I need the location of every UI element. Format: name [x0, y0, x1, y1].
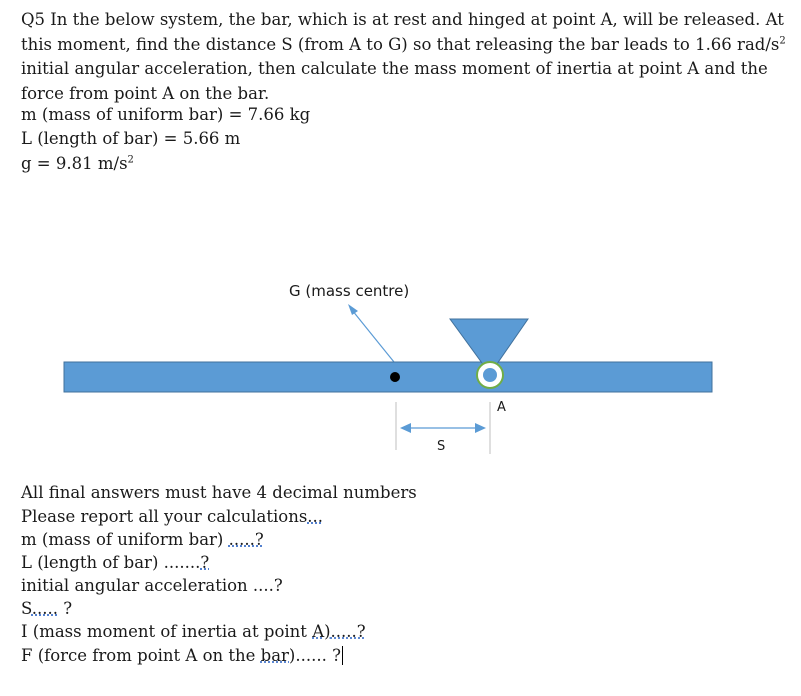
- answer-mass: [21, 529, 264, 551]
- given-mass: m (mass of uniform bar) = 7.66 kg: [21, 105, 311, 124]
- question-text: [21, 8, 796, 106]
- answer-length: [21, 552, 209, 574]
- given-length: L (length of bar) = 5.66 m: [21, 129, 241, 148]
- given-gravity-exponent: 2: [127, 154, 134, 166]
- answer-s-blank: .....: [31, 599, 58, 618]
- mass-centre-leader-line: [352, 310, 394, 362]
- point-a-label: A: [497, 400, 506, 415]
- dimension-arrow-left: [400, 423, 411, 433]
- question-body-cont: initial angular acceleration, then calculate the mass moment of inertia at point A and the force from point A on the bar.: [21, 59, 768, 103]
- distance-s-label: S: [437, 439, 446, 454]
- answer-s-question: ?: [57, 599, 73, 618]
- answer-force-label: F (force from point A on the: [21, 646, 261, 665]
- answer-mass-blank: .....?: [228, 530, 264, 549]
- answer-angular-acceleration: initial angular acceleration ....?: [21, 576, 283, 595]
- question-body: Q5 In the below system, the bar, which is at rest and hinged at point A, will be released. At this moment, find the distance S (from A to G) so that releasing the bar leads to 1.66 rad/s: [21, 10, 784, 54]
- dimension-arrow-right: [475, 423, 486, 433]
- answer-mass-label: m (mass of uniform bar): [21, 530, 229, 549]
- bar-diagram: [0, 270, 801, 460]
- answer-distance-s: [21, 598, 72, 620]
- pin-icon: [483, 368, 497, 382]
- answer-inertia-point: A): [312, 622, 331, 641]
- answer-inertia-blank: .....?: [330, 622, 366, 641]
- answer-s-label: S: [21, 599, 32, 618]
- instruction-decimals: All final answers must have 4 decimal numbers: [21, 483, 417, 502]
- given-gravity: [21, 153, 134, 175]
- mass-centre-dot: [390, 372, 400, 382]
- question-exponent: 2: [779, 35, 786, 46]
- answer-force-bar: bar): [260, 646, 296, 665]
- instruction-calculations: [21, 506, 323, 528]
- answer-force-blank: ......: [295, 646, 327, 665]
- answer-force-question: ?: [332, 646, 341, 665]
- given-gravity-text: g = 9.81 m/s: [21, 154, 128, 173]
- answer-inertia-label: I (mass moment of inertia at point: [21, 622, 313, 641]
- answer-length-blank: ?: [200, 553, 210, 572]
- instruction-calculations-dots: ...: [307, 507, 324, 526]
- answer-inertia: [21, 621, 366, 643]
- mass-centre-label: G (mass centre): [289, 282, 410, 300]
- mass-centre-arrowhead: [348, 304, 358, 315]
- answer-force: [21, 645, 343, 667]
- instruction-calculations-text: Please report all your calculations: [21, 507, 308, 526]
- uniform-bar: [64, 362, 712, 392]
- answer-length-label: L (length of bar) .......: [21, 553, 201, 572]
